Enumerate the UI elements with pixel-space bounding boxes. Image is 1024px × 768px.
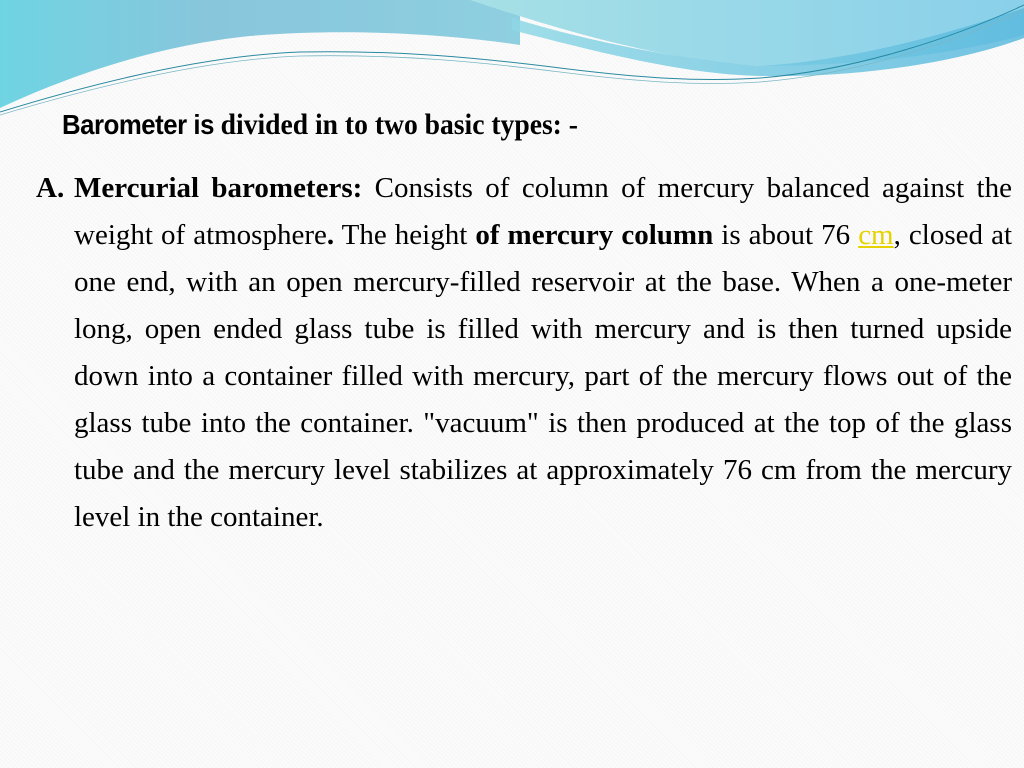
slide-title-part2: divided in to two basic types: - [220,108,578,141]
text-segment: , closed at one end, with an open mercury-filled reservoir at the base. When a one-meter long, open ended glass tube is filled with mercury and is then turned upside down into a container filled with mercury, part of the mercury flows out of the glass tube into the container. "vacuum" is then produced at the top of the glass tube and the mercury level stabilizes at approximately 76 cm from the mercury level in the container. [74,219,1012,533]
text-segment: Consists of column of mercury balanced against the weight of atmosphere [74,172,1012,251]
bold-phrase-mercury-column: of mercury column [475,219,714,251]
term-mercurial-barometers: Mercurial barometers: [74,172,363,204]
slide-title [62,108,578,142]
text-segment: The height [334,219,476,251]
text-segment: is about 76 [713,219,859,251]
header-wave-decoration [0,0,1024,120]
list-item-mercurial-barometers [36,165,1012,541]
list-marker: A. [36,172,65,204]
paragraph-mercurial-barometers [74,165,1012,541]
cm-link[interactable]: cm [858,219,894,251]
slide-title-part1: Barometer is [62,109,221,140]
bold-period: . [326,219,335,251]
